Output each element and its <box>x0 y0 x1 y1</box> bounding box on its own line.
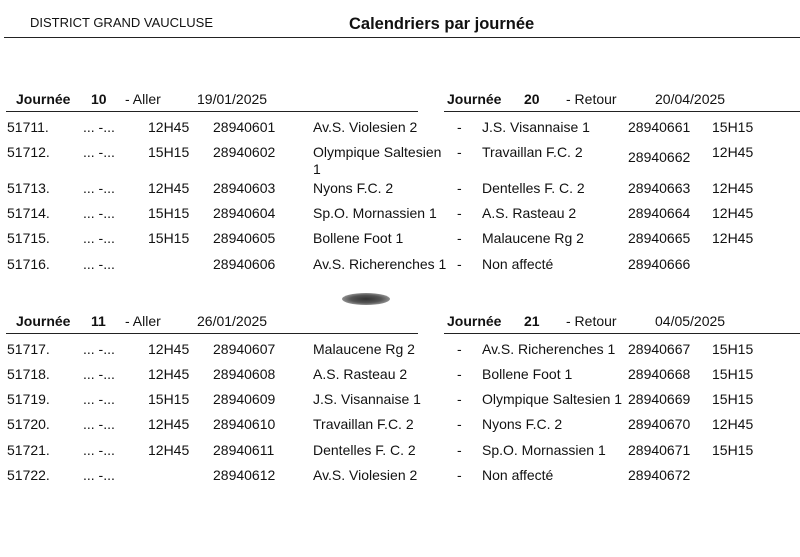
return-match-code: 28940664 <box>628 205 691 221</box>
match-row <box>0 119 800 143</box>
match-placeholder: ... -... <box>83 467 115 483</box>
match-row <box>0 391 800 415</box>
return-match-time: 15H15 <box>712 366 754 382</box>
journee-phase: - Aller <box>125 91 161 107</box>
away-team: J.S. Visannaise 1 <box>482 119 590 135</box>
versus-dash: - <box>457 467 462 483</box>
district-name: DISTRICT GRAND VAUCLUSE <box>30 15 213 30</box>
journee-number: 11 <box>91 313 106 329</box>
match-code: 28940603 <box>213 180 276 196</box>
journee-phase: - Retour <box>566 313 617 329</box>
match-code: 28940607 <box>213 341 276 357</box>
away-team: Non affecté <box>482 256 554 272</box>
match-number: 51717. <box>7 341 50 357</box>
home-team: J.S. Visannaise 1 <box>313 391 421 407</box>
versus-dash: - <box>457 256 462 272</box>
return-match-time: 12H45 <box>712 230 754 246</box>
away-team: Av.S. Richerenches 1 <box>482 341 616 357</box>
journee-number: 10 <box>91 91 107 107</box>
journee-phase: - Aller <box>125 313 161 329</box>
away-team: Non affecté <box>482 467 554 483</box>
match-row <box>0 144 800 177</box>
home-team: A.S. Rasteau 2 <box>313 366 408 382</box>
home-team: Dentelles F. C. 2 <box>313 442 416 458</box>
journee-header-right <box>0 91 800 111</box>
match-time: 15H15 <box>148 205 190 221</box>
away-team: Malaucene Rg 2 <box>482 230 584 246</box>
match-time: 12H45 <box>148 442 190 458</box>
return-match-time: 12H45 <box>712 416 754 432</box>
match-code: 28940610 <box>213 416 276 432</box>
away-team: Olympique Saltesien 1 <box>482 391 623 407</box>
versus-dash: - <box>457 119 462 135</box>
match-row <box>0 256 800 280</box>
away-team: A.S. Rasteau 2 <box>482 205 577 221</box>
return-match-time: 12H45 <box>712 205 754 221</box>
away-team: Travaillan F.C. 2 <box>482 144 583 160</box>
match-row <box>0 416 800 440</box>
match-number: 51721. <box>7 442 50 458</box>
away-team: Dentelles F. C. 2 <box>482 180 585 196</box>
journee-label: Journée <box>16 91 71 107</box>
ink-smudge <box>342 293 390 305</box>
match-code: 28940604 <box>213 205 276 221</box>
match-row <box>0 180 800 204</box>
return-match-code: 28940667 <box>628 341 691 357</box>
match-time: 15H15 <box>148 144 190 160</box>
match-time: 12H45 <box>148 366 190 382</box>
home-team: Av.S. Richerenches 1 <box>313 256 447 272</box>
home-team: Av.S. Violesien 2 <box>313 467 418 483</box>
return-match-code: 28940670 <box>628 416 691 432</box>
match-number: 51712. <box>7 144 50 160</box>
journee-header-right <box>0 313 800 333</box>
versus-dash: - <box>457 442 462 458</box>
return-match-time: 12H45 <box>712 180 754 196</box>
return-match-code: 28940662 <box>628 149 691 165</box>
journee-date: 19/01/2025 <box>197 91 268 107</box>
journee-label: Journée <box>447 91 502 107</box>
versus-dash: - <box>457 391 462 407</box>
match-time: 12H45 <box>148 341 190 357</box>
match-placeholder: ... -... <box>83 416 115 432</box>
match-number: 51722. <box>7 467 50 483</box>
match-time: 15H15 <box>148 230 190 246</box>
match-code: 28940601 <box>213 119 276 135</box>
match-placeholder: ... -... <box>83 205 115 221</box>
match-code: 28940608 <box>213 366 276 382</box>
match-row <box>0 205 800 229</box>
versus-dash: - <box>457 180 462 196</box>
journee-date: 20/04/2025 <box>655 91 726 107</box>
versus-dash: - <box>457 205 462 221</box>
home-team: Bollene Foot 1 <box>313 230 404 246</box>
match-row <box>0 341 800 365</box>
versus-dash: - <box>457 416 462 432</box>
home-team: Nyons F.C. 2 <box>313 180 394 196</box>
home-team: Malaucene Rg 2 <box>313 341 415 357</box>
home-team: Sp.O. Mornassien 1 <box>313 205 437 221</box>
versus-dash: - <box>457 230 462 246</box>
versus-dash: - <box>457 366 462 382</box>
match-placeholder: ... -... <box>83 366 115 382</box>
journee-number: 21 <box>524 313 540 329</box>
match-placeholder: ... -... <box>83 230 115 246</box>
journee-date: 26/01/2025 <box>197 313 268 329</box>
match-placeholder: ... -... <box>83 144 115 160</box>
away-team: Sp.O. Mornassien 1 <box>482 442 606 458</box>
match-code: 28940606 <box>213 256 276 272</box>
journee-label: Journée <box>447 313 502 329</box>
match-code: 28940611 <box>213 442 275 458</box>
journee-label: Journée <box>16 313 71 329</box>
journee-date: 04/05/2025 <box>655 313 726 329</box>
match-time: 12H45 <box>148 119 190 135</box>
home-team: Olympique Saltesien 1 <box>313 144 442 177</box>
return-match-code: 28940669 <box>628 391 691 407</box>
match-row <box>0 467 800 491</box>
match-time: 12H45 <box>148 180 190 196</box>
match-row <box>0 442 800 466</box>
match-number: 51719. <box>7 391 50 407</box>
match-number: 51720. <box>7 416 50 432</box>
away-team: Bollene Foot 1 <box>482 366 573 382</box>
match-placeholder: ... -... <box>83 256 115 272</box>
match-code: 28940602 <box>213 144 276 160</box>
return-match-code: 28940668 <box>628 366 691 382</box>
home-team: Travaillan F.C. 2 <box>313 416 414 432</box>
page-title: Calendriers par journée <box>349 15 535 33</box>
home-team: Av.S. Violesien 2 <box>313 119 418 135</box>
match-number: 51718. <box>7 366 50 382</box>
match-number: 51713. <box>7 180 50 196</box>
return-match-time: 15H15 <box>712 341 754 357</box>
return-match-code: 28940666 <box>628 256 691 272</box>
match-code: 28940605 <box>213 230 276 246</box>
journee-rule-right <box>444 333 800 334</box>
match-code: 28940609 <box>213 391 276 407</box>
match-row <box>0 366 800 390</box>
versus-dash: - <box>457 341 462 357</box>
return-match-time: 15H15 <box>712 391 754 407</box>
versus-dash: - <box>457 144 462 160</box>
match-code: 28940612 <box>213 467 276 483</box>
match-number: 51716. <box>7 256 50 272</box>
return-match-time: 15H15 <box>712 119 754 135</box>
match-number: 51715. <box>7 230 50 246</box>
journee-number: 20 <box>524 91 540 107</box>
match-number: 51714. <box>7 205 50 221</box>
match-number: 51711. <box>7 119 49 135</box>
journee-rule-left <box>6 333 418 334</box>
match-placeholder: ... -... <box>83 180 115 196</box>
match-placeholder: ... -... <box>83 119 115 135</box>
return-match-code: 28940663 <box>628 180 691 196</box>
return-match-time: 15H15 <box>712 442 754 458</box>
return-match-code: 28940672 <box>628 467 691 483</box>
match-time: 12H45 <box>148 416 190 432</box>
match-time: 15H15 <box>148 391 190 407</box>
away-team: Nyons F.C. 2 <box>482 416 563 432</box>
return-match-code: 28940671 <box>628 442 691 458</box>
match-placeholder: ... -... <box>83 391 115 407</box>
journee-phase: - Retour <box>566 91 617 107</box>
return-match-code: 28940661 <box>628 119 691 135</box>
journee-rule-left <box>6 111 418 112</box>
return-match-code: 28940665 <box>628 230 691 246</box>
match-placeholder: ... -... <box>83 341 115 357</box>
match-row <box>0 230 800 254</box>
match-placeholder: ... -... <box>83 442 115 458</box>
return-match-time: 12H45 <box>712 144 754 160</box>
header-divider <box>4 37 800 38</box>
journee-rule-right <box>444 111 800 112</box>
